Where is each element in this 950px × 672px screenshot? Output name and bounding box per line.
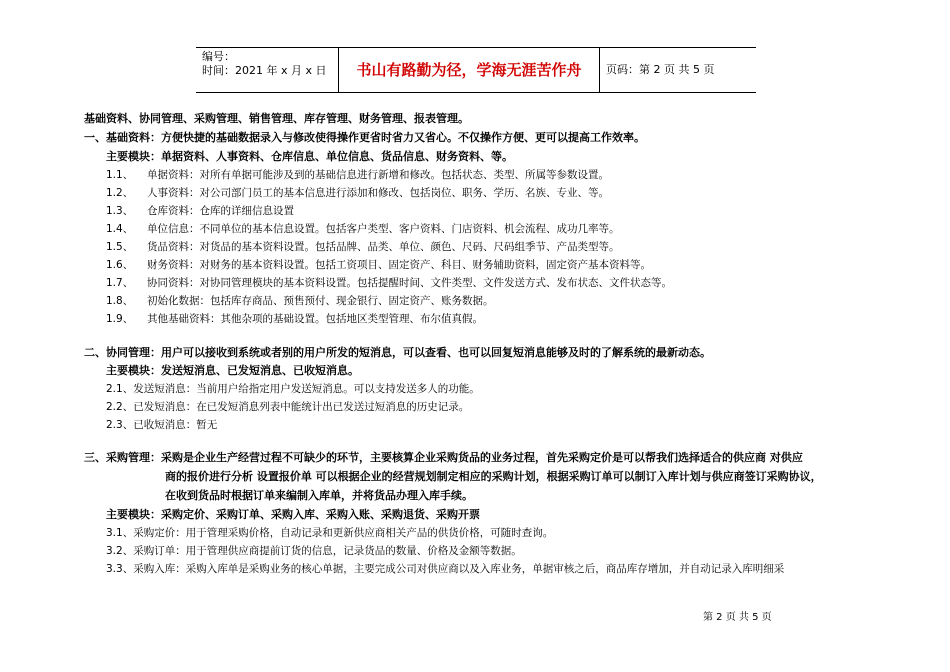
header-page-label: 页码：第 2 页 共 5 页 — [606, 63, 715, 76]
item-num: 1.3、 — [106, 205, 134, 217]
section1-modules: 主要模块：单据资料、人事资料、仓库信息、单位信息、货品信息、财务资料、等。 — [106, 150, 513, 163]
item-num: 1.1、 — [106, 169, 134, 181]
section3-title: 三、采购管理：采购是企业生产经营过程不可缺少的环节，主要核算企业采购货品的业务过程，首先采购定价是可以帮我们选择适合的供应商 对供应 — [84, 451, 803, 464]
section1-title: 一、基础资料：方便快捷的基础数据录入与修改使得操作更省时省力又省心。不仅操作方便、更可以提高工作效率。 — [84, 131, 645, 144]
item-text: 人事资料：对公司部门员工的基本信息进行添加和修改、包括岗位、职务、学历、名族、专业、等。 — [147, 187, 609, 199]
list-item: 3.2、采购订单：用于管理供应商提前订货的信息，记录货品的数量、价格及金额等数据。 — [106, 545, 522, 557]
item-num: 1.5、 — [106, 241, 134, 253]
item-text: 其他基础资料：其他杂项的基础设置。包括地区类型管理、布尔值真假。 — [147, 313, 483, 325]
list-item: 2.1、发送短消息：当前用户给指定用户发送短消息。可以支持发送多人的功能。 — [106, 383, 480, 395]
page-header — [196, 47, 756, 93]
section2-title: 二、协同管理：用户可以接收到系统或者别的用户所发的短消息，可以查看、也可以回复短消息能够及时的了解系统的最新动态。 — [84, 346, 711, 359]
header-motto: 书山有路勤为径，学海无涯苦作舟 — [338, 48, 600, 92]
item-text: 协同资料：对协同管理模块的基本资料设置。包括提醒时间、文件类型、文件发送方式、发布状态、文件状态等。 — [147, 277, 672, 289]
time-label: 时间：2021 年 x 月 x 日 — [202, 64, 327, 77]
number-label: 编号： — [202, 50, 235, 63]
item-text: 初始化数据：包括库存商品、预售预付、现金银行、固定资产、账务数据。 — [147, 295, 494, 307]
intro-line: 基础资料、协同管理、采购管理、销售管理、库存管理、财务管理、报表管理。 — [84, 112, 469, 125]
item-num: 1.2、 — [106, 187, 134, 199]
section2-modules: 主要模块：发送短消息、已发短消息、已收短消息。 — [106, 364, 359, 377]
item-text: 仓库资料：仓库的详细信息设置 — [147, 205, 294, 217]
list-item: 2.2、已发短消息：在已发短消息列表中能统计出已发送过短消息的历史记录。 — [106, 401, 470, 413]
item-text: 货品资料：对货品的基本资料设置。包括品牌、品类、单位、颜色、尺码、尺码组季节、产品类型等。 — [147, 241, 620, 253]
item-text: 单位信息：不同单位的基本信息设置。包括客户类型、客户资料、门店资料、机会流程、成功几率等。 — [147, 223, 620, 235]
list-item: 3.3、采购入库：采购入库单是采购业务的核心单据，主要完成公司对供应商以及入库业务，单据审核之后，商品库存增加，并自动记录入库明细采 — [106, 563, 785, 575]
item-num: 1.8、 — [106, 295, 134, 307]
section3-title-line2: 商的报价进行分析 设置报价单 可以根据企业的经营规划制定相应的采购计划，根据采购订单可以制订入库计划与供应商签订采购协议， — [165, 470, 822, 483]
item-num: 1.4、 — [106, 223, 134, 235]
section3-title-line3: 在收到货品时根据订单来编制入库单，并将货品办理入库手续。 — [165, 489, 473, 502]
item-num: 1.7、 — [106, 277, 134, 289]
header-meta — [196, 48, 338, 92]
item-num: 1.6、 — [106, 259, 134, 271]
item-text: 财务资料：对财务的基本资料设置。包括工资项目、固定资产、科目、财务辅助资料，固定资产基本资料等。 — [147, 259, 651, 271]
page-footer: 第 2 页 共 5 页 — [703, 612, 772, 623]
list-item: 3.1、采购定价：用于管理采购价格，自动记录和更新供应商相关产品的供货价格，可随时查询。 — [106, 527, 554, 539]
section3-modules: 主要模块：采购定价、采购订单、采购入库、采购入账、采购退货、采购开票 — [106, 508, 480, 521]
list-item: 2.3、已收短消息：暂无 — [106, 419, 218, 431]
item-text: 单据资料：对所有单据可能涉及到的基础信息进行新增和修改。包括状态、类型、所属等参数设置。 — [147, 169, 609, 181]
item-num: 1.9、 — [106, 313, 134, 325]
